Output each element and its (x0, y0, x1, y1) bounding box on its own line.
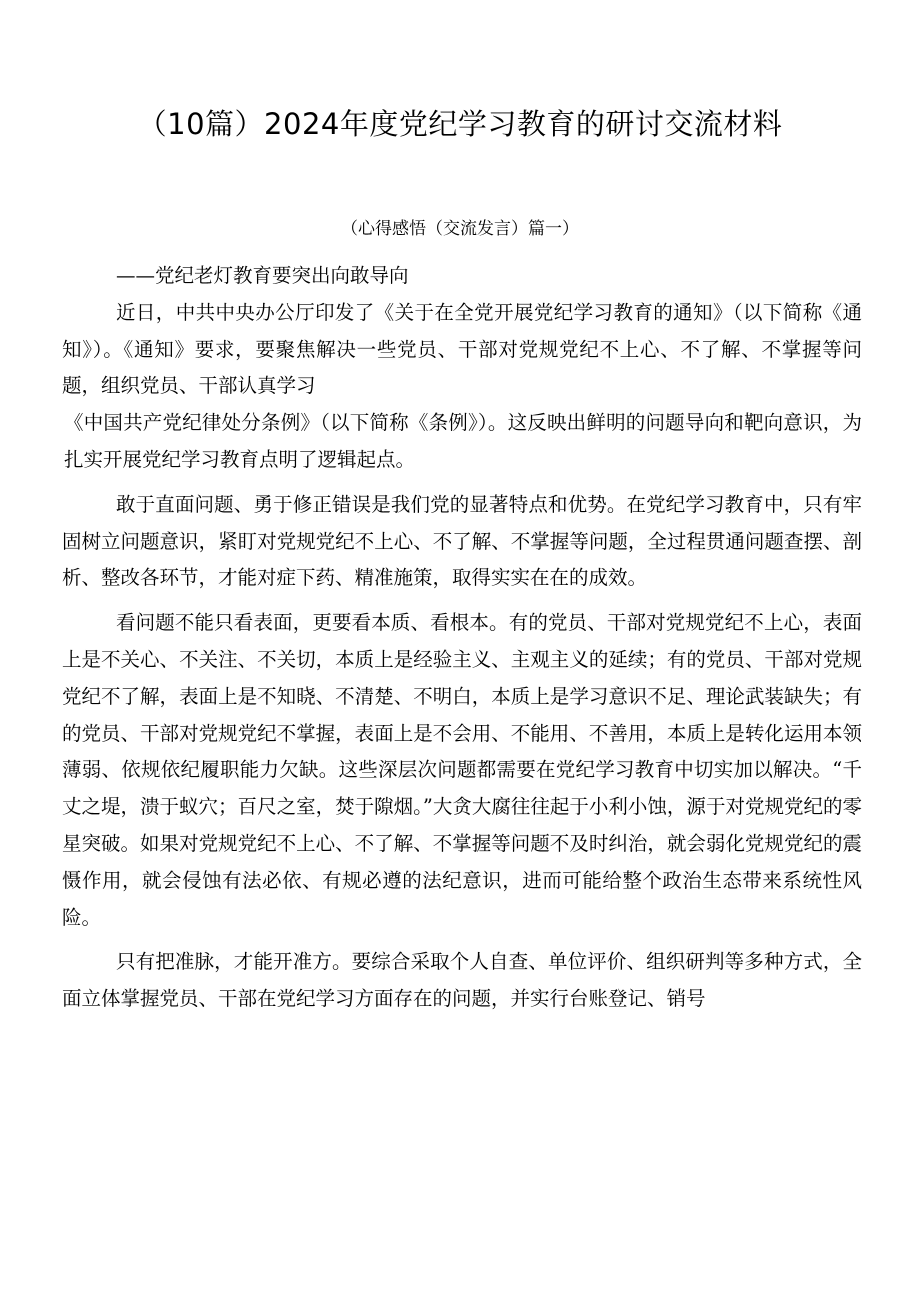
paragraph-4: 看问题不能只看表面，更要看本质、看根本。有的党员、干部对党规党纪不上心，表面上是不关心、不关注、不关切，本质上是经验主义、主观主义的延续；有的党员、干部对党规党纪不了解，表面上是不知晓、不清楚、不明白，本质上是学习意识不足、理论武装缺失；有的党员、干部对党规党纪不掌握，表面上是不会用、不能用、不善用，本质上是转化运用本领薄弱、依规依纪履职能力欠缺。这些深层次问题都需要在党纪学习教育中切实加以解决。“千丈之堤，溃于蚁穴；百尺之室，焚于隙烟。”大贪大腐往往起于小利小蚀，源于对党规党纪的零星突破。如果对党规党纪不上心、不了解、不掌握等问题不及时纠治，就会弱化党规党纪的震慑作用，就会侵蚀有法必依、有规必遵的法纪意识，进而可能给整个政治生态带来系统性风险。 (62, 611, 862, 929)
document-subtitle: （心得感悟（交流发言）篇一） (341, 219, 579, 239)
paragraph-2: 《中国共产党纪律处分条例》（以下简称《条例》）。这反映出鲜明的问题导向和靶向意识，为扎实开展党纪学习教育点明了逻辑起点。 (64, 411, 862, 471)
document-title: （10篇）2024年度党纪学习教育的研讨交流材料 (137, 107, 783, 141)
document-body (62, 258, 862, 1018)
paragraph-5: 只有把准脉，才能开准方。要综合采取个人自查、单位评价、组织研判等多种方式，全面立体掌握党员、干部在党纪学习方面存在的问题，并实行台账登记、销号 (62, 950, 862, 1011)
paragraph-3: 敢于直面问题、勇于修正错误是我们党的显著特点和优势。在党纪学习教育中，只有牢固树立问题意识，紧盯对党规党纪不上心、不了解、不掌握等问题，全过程贯通问题查摆、剖析、整改各环节，才能对症下药、精准施策，取得实实在在的成效。 (62, 492, 862, 590)
section-heading: ——党纪老灯教育要突出向敢导向 (116, 264, 409, 287)
paragraph-1: 近日，中共中央办公厅印发了《关于在全党开展党纪学习教育的通知》（以下简称《通知》）。《通知》要求，要聚焦解决一些党员、干部对党规党纪不上心、不了解、不掌握等问题，组织党员、干部认真学习 (62, 300, 862, 398)
